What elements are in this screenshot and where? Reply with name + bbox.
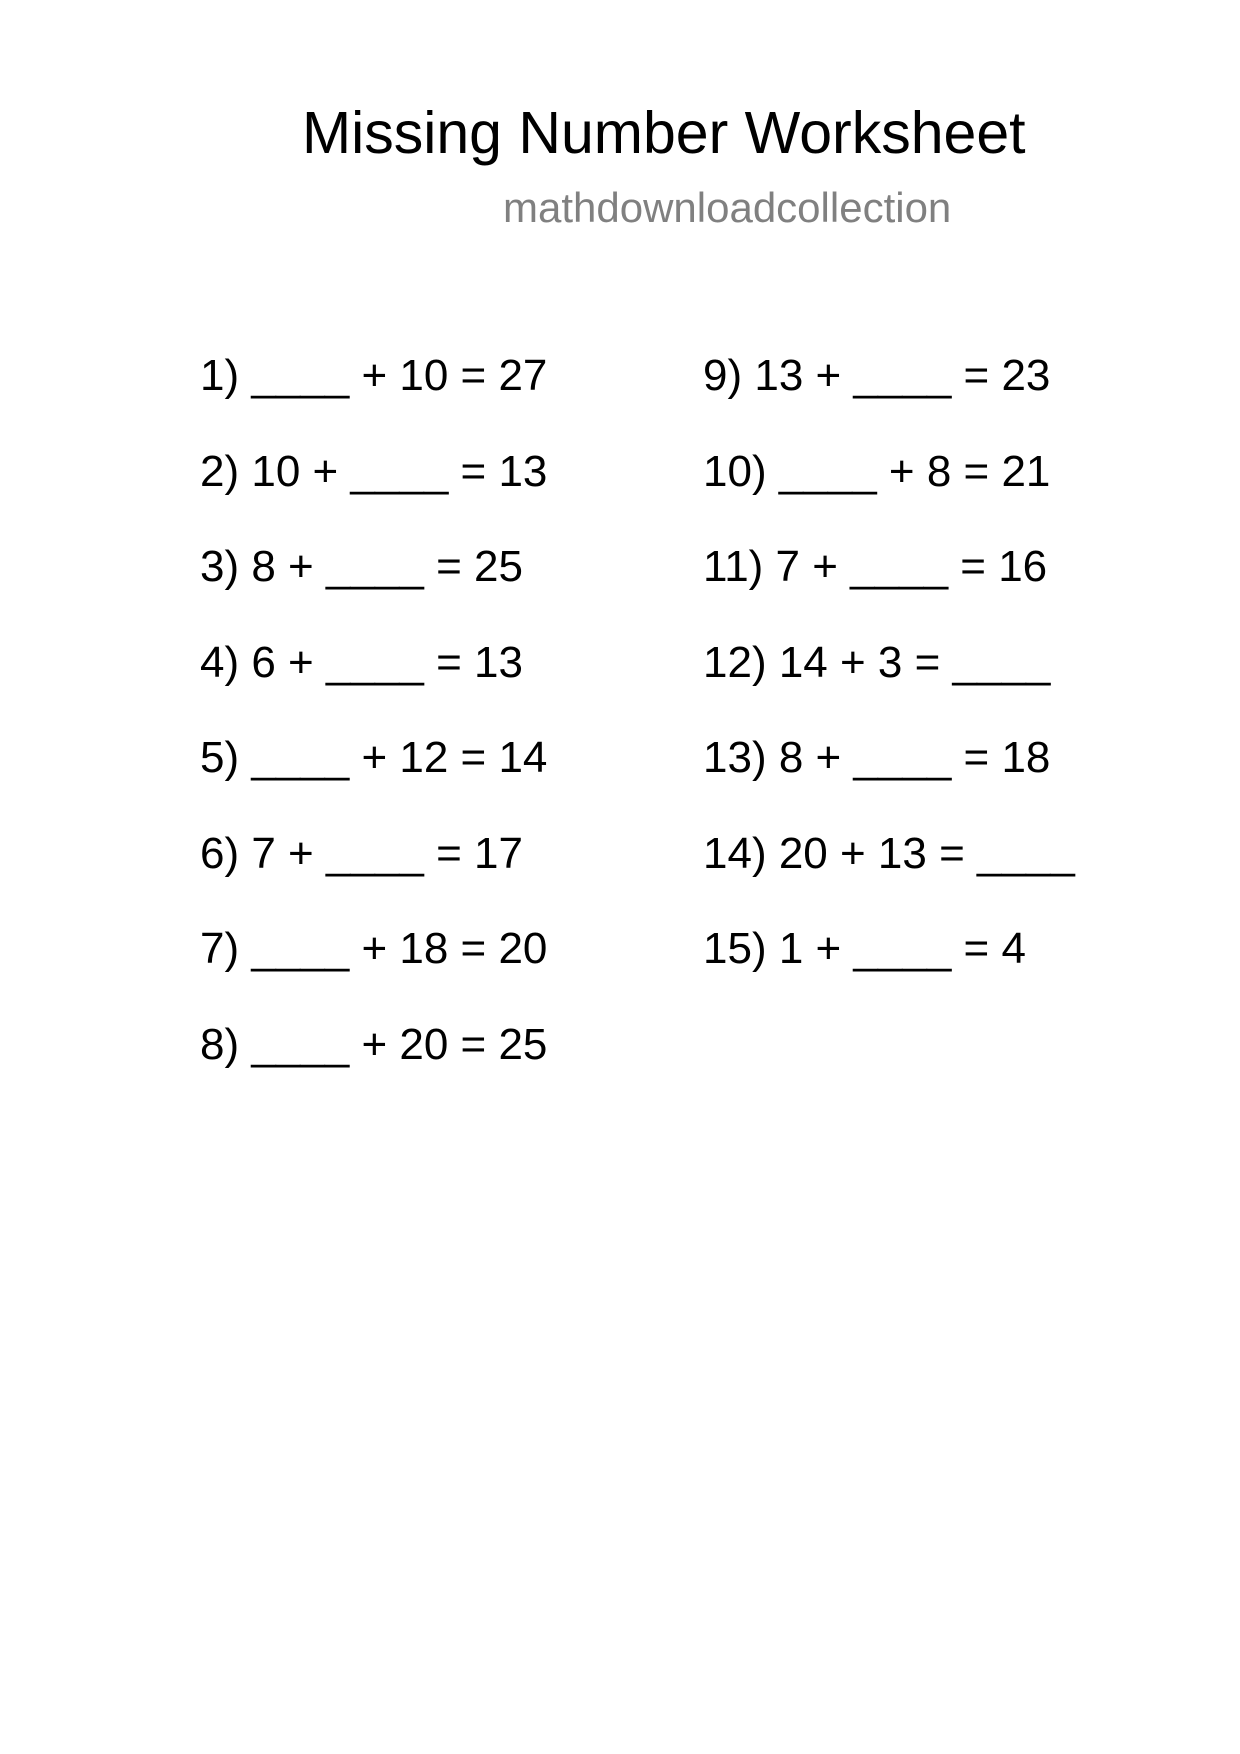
page-title: Missing Number Worksheet [302,100,1026,166]
problem-6: 6) 7 + ____ = 17 [200,828,523,878]
problem-15: 15) 1 + ____ = 4 [703,924,1026,973]
problem-13: 13) 8 + ____ = 18 [703,733,1051,782]
problem-4: 4) 6 + ____ = 13 [200,637,523,687]
problem-10: 10) ____ + 8 = 21 [703,446,1051,496]
problems-right-column [703,350,1075,1019]
problem-2: 2) 10 + ____ = 13 [200,446,548,496]
problem-14: 14) 20 + 13 = ____ [703,828,1075,878]
problem-11: 11) 7 + ____ = 16 [703,542,1048,591]
source-subtitle: mathdownloadcollection [503,184,952,231]
problem-5: 5) ____ + 12 = 14 [200,733,548,782]
problem-3: 3) 8 + ____ = 25 [200,542,523,591]
problem-12: 12) 14 + 3 = ____ [703,637,1051,687]
problem-8: 8) ____ + 20 = 25 [200,1019,548,1069]
problem-9: 9) 13 + ____ = 23 [703,351,1051,400]
problems-left-column [200,350,547,1114]
problem-1: 1) ____ + 10 = 27 [200,351,548,400]
problem-7: 7) ____ + 18 = 20 [200,924,548,973]
